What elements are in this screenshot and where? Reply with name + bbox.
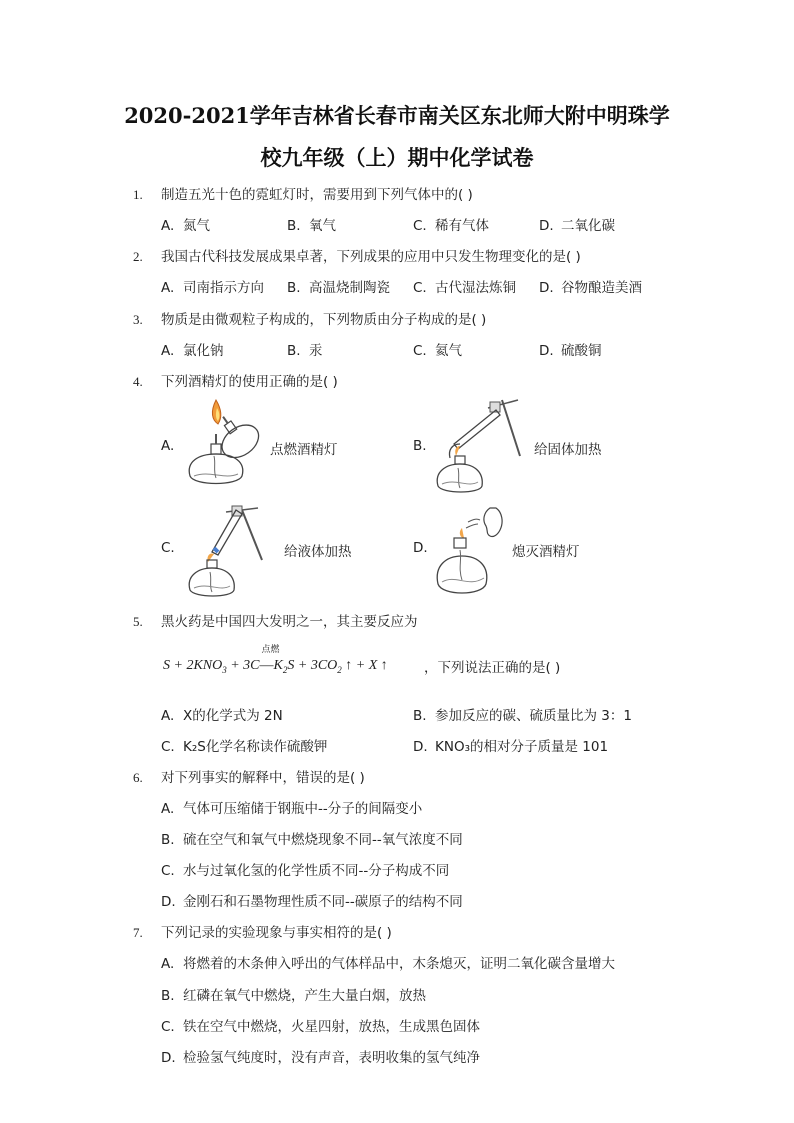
option-a: A. 氯化钠 [161, 343, 224, 359]
option-b: B. 参加反应的碳、硫质量比为 3：1 [413, 708, 632, 724]
question-6 [133, 766, 365, 786]
option-b: B. 红磷在氧气中燃烧，产生大量白烟，放热 [161, 988, 426, 1004]
option-c-caption: 给液体加热 [284, 544, 352, 560]
page-title-line2: 校九年级（上）期中化学试卷 [260, 145, 534, 170]
question-text: 制造五光十色的霓虹灯时，需要用到下列气体中的( ) [161, 187, 473, 203]
question-text: 黑火药是中国四大发明之一，其主要反应为 [161, 614, 418, 630]
heating-solid-illustration [430, 396, 530, 496]
option-c: C. 稀有气体 [413, 218, 489, 234]
option-a: A. X的化学式为 2N [161, 708, 283, 724]
option-b-caption: 给固体加热 [534, 442, 602, 458]
question-1 [133, 183, 473, 203]
heating-liquid-illustration [180, 500, 280, 600]
question-text: 下列酒精灯的使用正确的是( ) [161, 374, 338, 390]
question-number: 7. [133, 925, 143, 940]
option-a: A. 氮气 [161, 218, 210, 234]
option-d-caption: 熄灭酒精灯 [512, 544, 580, 560]
question-7 [133, 921, 392, 941]
question-2 [133, 245, 581, 265]
option-d-label: D. [413, 540, 428, 556]
option-a-caption: 点燃酒精灯 [270, 442, 338, 458]
option-a: A. 气体可压缩储于钢瓶中--分子的间隔变小 [161, 801, 423, 817]
question-text: 对下列事实的解释中，错误的是( ) [161, 770, 365, 786]
option-a-label: A. [161, 438, 175, 454]
reaction-condition: 点燃 [261, 645, 280, 655]
option-d: D. KNO₃的相对分子质量是 101 [413, 739, 609, 755]
question-number: 4. [133, 374, 143, 389]
blowing-out-lamp-illustration [432, 502, 516, 598]
question-text: 下列记录的实验现象与事实相符的是( ) [161, 925, 392, 941]
page-title-line1: 2020-2021学年吉林省长春市南关区东北师大附中明珠学 [124, 103, 670, 128]
question-text: 我国古代科技发展成果卓著，下列成果的应用中只发生物理变化的是( ) [161, 249, 581, 265]
option-b: B. 硫在空气和氧气中燃烧现象不同--氧气浓度不同 [161, 832, 463, 848]
option-c: C. 水与过氧化氢的化学性质不同--分子构成不同 [161, 863, 450, 879]
lamp-lighting-illustration [180, 398, 270, 494]
question-number: 5. [133, 614, 143, 629]
option-b: B. 汞 [287, 343, 323, 359]
chemical-equation: $S + 2KNO_3 + 3C$ 点燃 $—K_2S + 3CO_2$ ↑ + X ↑ [163, 658, 388, 675]
option-a: A. 将燃着的木条伸入呼出的气体样品中，木条熄灭，证明二氧化碳含量增大 [161, 956, 615, 972]
option-c: C. 古代湿法炼铜 [413, 280, 516, 296]
option-c: C. K₂S化学名称读作硫酸钾 [161, 739, 328, 755]
question-number: 1. [133, 187, 143, 202]
option-b: B. 高温烧制陶瓷 [287, 280, 390, 296]
option-d: D. 谷物酿造美酒 [539, 280, 642, 296]
question-number: 2. [133, 249, 143, 264]
option-c: C. 铁在空气中燃烧，火星四射，放热，生成黑色固体 [161, 1019, 480, 1035]
question-3 [133, 308, 486, 328]
option-d: D. 金刚石和石墨物理性质不同--碳原子的结构不同 [161, 894, 463, 910]
option-c-label: C. [161, 540, 175, 556]
question-number: 3. [133, 312, 143, 327]
equation-suffix: ，下列说法正确的是( ) [424, 660, 561, 676]
option-d: D. 二氧化碳 [539, 218, 615, 234]
option-b-label: B. [413, 438, 427, 454]
option-b: B. 氧气 [287, 218, 336, 234]
question-4 [133, 370, 338, 390]
question-number: 6. [133, 770, 143, 785]
question-text: 物质是由微观粒子构成的，下列物质由分子构成的是( ) [161, 312, 487, 328]
option-a: A. 司南指示方向 [161, 280, 264, 296]
option-d: D. 检验氢气纯度时，没有声音，表明收集的氢气纯净 [161, 1050, 480, 1066]
option-d: D. 硫酸铜 [539, 343, 602, 359]
question-5 [133, 610, 418, 630]
option-c: C. 氦气 [413, 343, 462, 359]
